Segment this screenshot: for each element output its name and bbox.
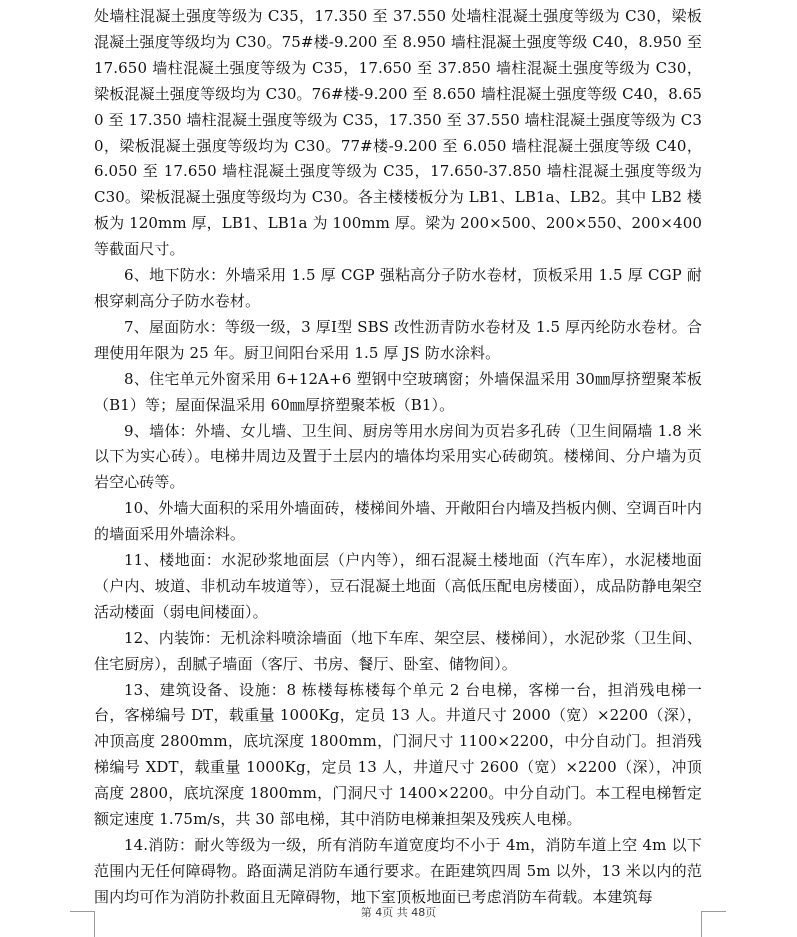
paragraph-3: 7、屋面防水：等级一级，3 厚Ⅰ型 SBS 改性沥青防水卷材及 1.5 厚丙纶防水卷材。合理使用年限为 25 年。厨卫间阳台采用 1.5 厚 JS 防水涂料。 <box>94 317 702 362</box>
paragraph-8: 12、内装饰：无机涂料喷涂墙面（地下车库、架空层、楼梯间），水泥砂浆（卫生间、住宅厨房），刮腻子墙面（客厅、书房、餐厅、卧室、储物间）。 <box>94 628 702 673</box>
paragraph-1: 处墙柱混凝土强度等级为 C35，17.350 至 37.550 处墙柱混凝土强度等级为 C30，梁板混凝土强度等级均为 C30。75#楼-9.200 至 8.950 墙柱混凝土强度等级 C40，8.950 至 17.650 墙柱混凝土强度等级为 C35，17.650 至 37.850 墙柱混凝土强度等级为 C30，梁板混凝土强度等级均为 C30。76#楼-9.200 至 8.650 墙柱混凝土强度等级 C40，8.650 至 17.350 墙柱混凝土强度等级为 C35，17.350 至 37.550 墙柱混凝土强度等级为 C30，梁板混凝土强度等级均为 C30。77#楼-9.200 至 6.050 墙柱混凝土强度等级 C40，6.050 至 17.650 墙柱混凝土强度等级为 C35，17.650-37.850 墙柱混凝土强度等级为 C30。梁板混凝土强度等级均为 C30。各主楼楼板分为 LB1、LB1a、LB2。其中 LB2 楼板为 120mm 厚，LB1、LB1a 为 100mm 厚。梁为 200×500、200×550、200×400 等截面尺寸。 <box>94 7 702 259</box>
paragraph-4: 8、住宅单元外窗采用 6+12A+6 塑钢中空玻璃窗；外墙保温采用 30㎜厚挤塑聚苯板（B1）等；屋面保温采用 60㎜厚挤塑聚苯板（B1）。 <box>94 369 702 414</box>
paragraph-9: 13、建筑设备、设施：8 栋楼每栋楼每个单元 2 台电梯，客梯一台，担消残电梯一台，客梯编号 DT，载重量 1000Kg，定员 13 人。井道尺寸 2000（宽）×2200（深），冲顶高度 2800mm，底坑深度 1800mm，门洞尺寸 1100×2200，中分自动门。担消残梯编号 XDT，载重量 1000Kg，定员 13 人，井道尺寸 2600（宽）×2200（深），冲顶高度 2800，底坑深度 1800mm，门洞尺寸 1400×2200。中分自动门。本工程电梯暂定额定速度 1.75m/s，共 30 部电梯，其中消防电梯兼担架及残疾人电梯。 <box>94 680 702 829</box>
page-footer: 第 4页 共 48页 <box>360 906 437 919</box>
paragraph-7: 11、楼地面：水泥砂浆地面层（户内等），细石混凝土楼地面（汽车库），水泥楼地面（户内、坡道、非机动车坡道等），豆石混凝土地面（高低压配电房楼面），成品防静电架空活动楼面（弱电间楼面）。 <box>94 551 702 621</box>
paragraph-2: 6、地下防水：外墙采用 1.5 厚 CGP 强粘高分子防水卷材，顶板采用 1.5 厚 CGP 耐根穿刺高分子防水卷材。 <box>94 266 702 310</box>
paragraph-6: 10、外墙大面积的采用外墙面砖，楼梯间外墙、开敞阳台内墙及挡板内侧、空调百叶内的墙面采用外墙涂料。 <box>94 499 702 544</box>
document-body <box>94 4 702 911</box>
paragraph-10: 14.消防：耐火等级为一级，所有消防车道宽度均不小于 4m，消防车道上空 4m 以下范围内无任何障碍物。路面满足消防车通行要求。在距建筑四周 5m 以外，13 米以内的范围内均可作为消防扑救面且无障碍物，地下室顶板地面已考虑消防车荷载。本建筑每 <box>94 836 702 906</box>
paragraph-5: 9、墙体：外墙、女儿墙、卫生间、厨房等用水房间为页岩多孔砖（卫生间隔墙 1.8 米以下为实心砖）。电梯井周边及置于土层内的墙体均采用实心砖砌筑。楼梯间、分户墙为页岩空心砖等。 <box>94 421 702 492</box>
